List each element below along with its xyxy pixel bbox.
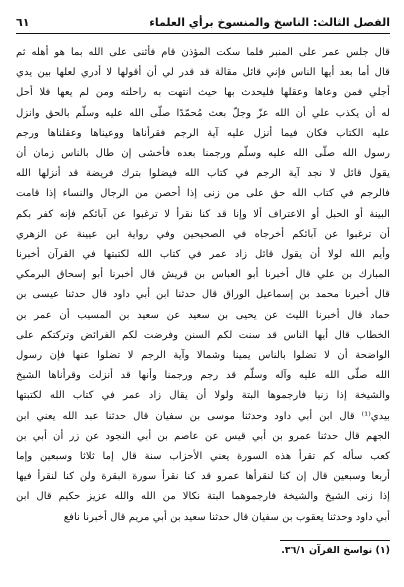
body-line: أبي داود وحدثنا يعقوب بن سفيان قال حدثنا سعيد بن أبي مريم قال أخبرنا نافع [63, 511, 390, 523]
page-header [16, 13, 390, 31]
body-line: بيدي⁽¹⁾ قال ابن أبي داود وحدثنا موسى بن سفيان قال حدثنا عبد الله يعني ابن [16, 410, 390, 422]
body-line: الواضحة أن لا تضلوا بالناس يمينا وشمالا وآية الرجم لا تضلوا عنها فإن رسول [16, 350, 390, 362]
body-line: حماد قال أخبرنا الليث عن يحيى بن سعيد عن سعيد بن المسيب أن عمر بن [16, 309, 390, 321]
footnote-divider [280, 540, 390, 541]
body-line: أجلي فمن وعاها وعقلها فليحدث بها حيث انتهت به راحلته ومن لم يعها فلا أحل [16, 87, 390, 99]
body-line: له أن يكذب علي أن الله عزّ وجلّ بعث مُحمّدًا صلّى الله عليه وسلّم بالحق وانزل [16, 107, 390, 119]
body-line: الله صلّى الله عليه وآله وسلّم قد رجم ورجمنا وأنها قد أنزلت وقرأناها الشيخ [16, 370, 390, 382]
body-line: قال أما بعد أيها الناس فإني قائل مقالة قد قدر لي أن أقولها لا أدري لعلها بين يدي [16, 67, 390, 79]
body-line: الخطاب قال أيها الناس قد سنت لكم السنن وفرضت لكم الفرائض وتركتكم على [16, 329, 390, 341]
page-number: ٦١ [16, 15, 30, 29]
body-line: عليه الكتاب فكان فيما أنزل عليه آية الرجم فقرأناها ووعيناها وعقلناها ورجم [16, 127, 390, 139]
body-line: كعب سأله كم تقرأ هذه السورة يعني الأحزاب سنة قال إما ثلاثا وسبعين وإما [16, 451, 390, 463]
body-line: البينة أو الحبل أو الاعتراف ألا وإنا قد كنا نقرأ لا ترغبوا عن آبائكم فإنه كفر بكم [16, 208, 390, 220]
chapter-title: الفصل الثالث: الناسخ والمنسوخ برأي العلماء [149, 15, 390, 29]
body-line: وأيم الله لولا أن يقول قائل زاد عمر في كتاب الله لكتبتها في القرآن أخبرنا [16, 249, 390, 261]
body-line: المبارك بن علي قال أخبرنا أبو العباس بن قريش قال أخبرنا أبو إسحاق البرمكي [16, 269, 390, 281]
header-divider [16, 33, 390, 34]
body-line: فالرجم في كتاب الله حق على من زنى إذا أحصن من الرجال والنساء إذا قامت [16, 188, 390, 200]
footnote: (١) نواسخ القرآن ٣٦/١. [281, 544, 390, 556]
body-line: أربعا وسبعين قال إن كنا لنقرأها عمرو قد كنا نقرأ سورة البقرة ولن كنا لنقرأ فيها [16, 471, 390, 483]
body-line: الجهم قال حدثنا عمرو بن أبي قيس عن عاصم بن أبي النجود عن زر أن أبي بن [16, 430, 390, 442]
body-line: قال جلس عمر على المنبر فلما سكت المؤذن قام فأثنى على الله بما هو أهله ثم [16, 47, 390, 58]
body-line: يقول قائل لا نجد آية الرجم في كتاب الله فيضلوا بترك فريضة قد أنزلها الله [16, 168, 390, 180]
body-text [16, 43, 390, 528]
body-line: رسول الله صلّى الله عليه وسلّم ورجمنا بعده فأخشى إن طال بالناس زمان أن [16, 148, 390, 160]
body-line: إذا زنى الشيخ والشيخة فارجموهما البتة نكالا من الله والله عزيز حكيم قال ابن [16, 491, 390, 503]
body-line: أن ترغبوا عن آبائكم أخرجاه في الصحيحين وفي رواية ابن عيينة عن الزهري [16, 228, 390, 240]
body-line: والشيخة إذا زنيا فارجموها البتة ولولا أن يقال زاد عمر في كتاب الله لكتبتها [16, 390, 390, 402]
body-line: قال أخبرنا محمد بن إسماعيل الوراق قال حدثنا ابن أبي داود قال حدثنا عيسى بن [16, 289, 390, 301]
